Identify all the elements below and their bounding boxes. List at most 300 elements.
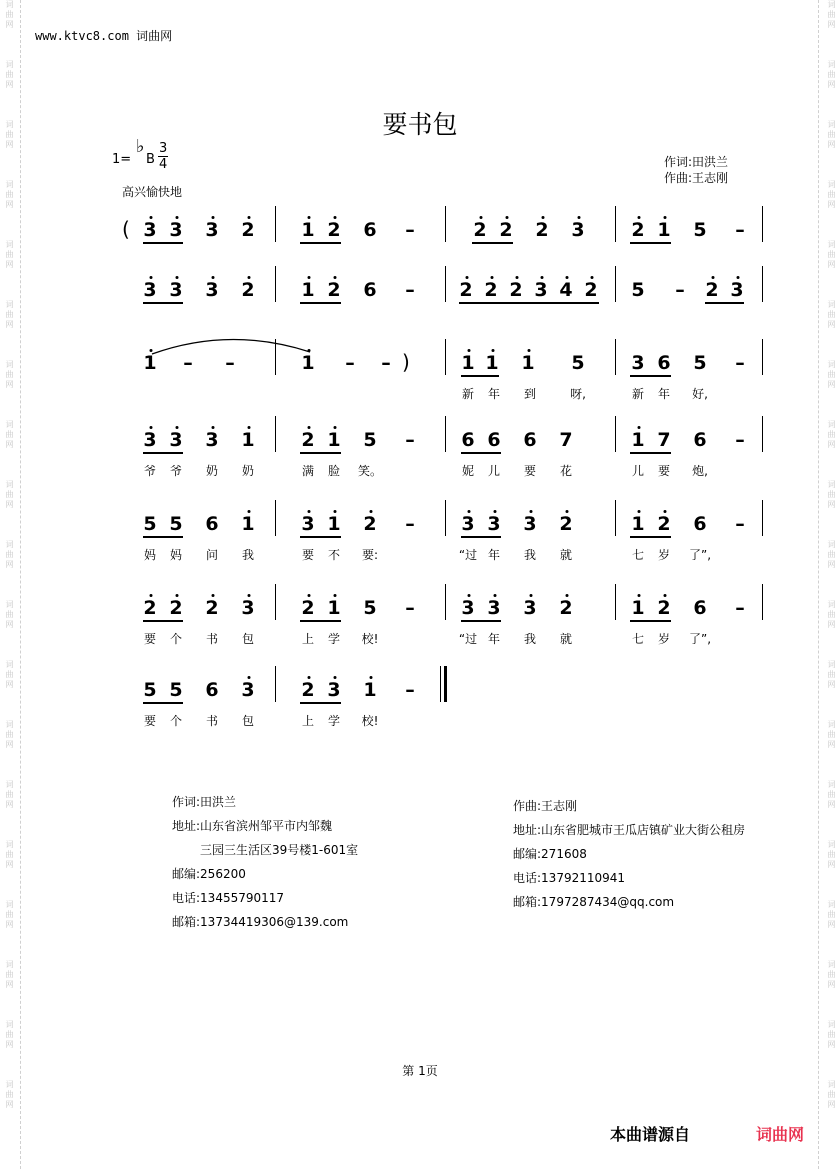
note: 6 — [693, 513, 707, 535]
lyric-syllable: 奶 — [241, 464, 255, 478]
octave-dot-above — [308, 426, 311, 429]
note: 1 — [363, 679, 377, 701]
octave-dot-above — [212, 426, 215, 429]
lyric-syllable: 上 — [301, 714, 315, 728]
lyric-syllable: 要 — [301, 548, 315, 562]
note: 2 — [484, 279, 498, 301]
octave-dot-above — [334, 594, 337, 597]
octave-dot-above — [308, 216, 311, 219]
note: 1 — [327, 429, 341, 451]
watermark-text: 词曲网 — [827, 600, 836, 630]
repeat-paren-open: ( — [122, 217, 130, 241]
octave-dot-above — [638, 594, 641, 597]
note: 1 — [327, 597, 341, 619]
barline — [762, 206, 763, 242]
octave-dot-above — [566, 510, 569, 513]
site-url[interactable] — [35, 27, 172, 44]
note: 2 — [363, 513, 377, 535]
octave-dot-above — [468, 510, 471, 513]
note: 3 — [169, 219, 183, 241]
note: 6 — [205, 513, 219, 535]
watermark-text: 词曲网 — [5, 240, 14, 270]
octave-dot-above — [308, 510, 311, 513]
barline — [762, 266, 763, 302]
lyric-syllable: 要 — [143, 714, 157, 728]
note: 5 — [693, 219, 707, 241]
lyric-syllable: 要: — [361, 548, 379, 562]
octave-dot-above — [638, 216, 641, 219]
note: 4 — [559, 279, 573, 301]
site-url-text[interactable]: www.ktvc8.com — [35, 29, 129, 43]
note: 6 — [363, 219, 377, 241]
note: 2 — [301, 679, 315, 701]
lyric-syllable: 不 — [327, 548, 341, 562]
note: 2 — [584, 279, 598, 301]
watermark-text: 词曲网 — [827, 1080, 836, 1110]
site-name: 词曲网 — [136, 29, 173, 43]
lyric-syllable: 满 — [301, 464, 315, 478]
watermark-text: 词曲网 — [827, 60, 836, 90]
barline — [762, 339, 763, 375]
lyric-syllable: 了”, — [688, 632, 712, 646]
composer-name: 作曲:王志刚 — [513, 799, 578, 813]
watermark-text: 词曲网 — [827, 480, 836, 510]
note: 2 — [559, 513, 573, 535]
lyric-syllable: 妮 — [461, 464, 475, 478]
lyric-syllable: 要 — [523, 464, 537, 478]
lyric-syllable: 就 — [559, 548, 573, 562]
barline — [445, 266, 446, 302]
beam-underline — [461, 536, 501, 538]
note: 5 — [693, 352, 707, 374]
barline — [445, 416, 446, 452]
barline — [615, 416, 616, 452]
octave-dot-above — [334, 276, 337, 279]
watermark-text: 词曲网 — [827, 540, 836, 570]
lyric-syllable: 呀, — [570, 387, 586, 401]
octave-dot-above — [578, 216, 581, 219]
octave-dot-above — [248, 276, 251, 279]
beam-underline — [630, 620, 671, 622]
lyricist-postcode: 邮编:256200 — [172, 867, 246, 881]
octave-dot-above — [638, 510, 641, 513]
octave-dot-above — [528, 349, 531, 352]
lyric-syllable: 书 — [205, 714, 219, 728]
octave-dot-above — [506, 216, 509, 219]
barline — [275, 666, 276, 702]
lyric-syllable: 学 — [327, 632, 341, 646]
watermark-text: 词曲网 — [5, 540, 14, 570]
note: 3 — [205, 429, 219, 451]
watermark-text: 词曲网 — [5, 360, 14, 390]
barline — [762, 416, 763, 452]
note: 3 — [169, 429, 183, 451]
octave-dot-above — [492, 349, 495, 352]
octave-dot-above — [176, 216, 179, 219]
octave-dot-above — [176, 426, 179, 429]
beam-underline — [300, 302, 341, 304]
lyricist-address-1: 地址:山东省滨州邹平市内邹魏 — [172, 819, 333, 833]
octave-dot-above — [566, 276, 569, 279]
watermark-text: 词曲网 — [5, 840, 14, 870]
time-bottom: 4 — [159, 157, 168, 172]
octave-dot-above — [491, 276, 494, 279]
lyric-syllable: 爷 — [143, 464, 157, 478]
lyric-syllable: “过 — [458, 548, 478, 562]
lyric-syllable: 校! — [361, 632, 379, 646]
composer-phone: 电话:13792110941 — [513, 871, 626, 885]
lyric-syllable: 个 — [169, 714, 183, 728]
watermark-text: 词曲网 — [5, 720, 14, 750]
octave-dot-above — [591, 276, 594, 279]
lyric-syllable: 好, — [692, 387, 708, 401]
note: 1 — [327, 513, 341, 535]
repeat-paren-close: ) — [402, 350, 410, 374]
page-number: 第 1页 — [402, 1064, 438, 1078]
beam-underline — [461, 620, 501, 622]
note: 1 — [631, 429, 645, 451]
note: 2 — [143, 597, 157, 619]
note: 2 — [535, 219, 549, 241]
lyric-syllable: 岁 — [657, 548, 671, 562]
left-dashed-border — [20, 0, 21, 1169]
lyricist-address-2: 三园三生活区39号楼1-601室 — [200, 843, 359, 857]
beam-underline — [300, 452, 341, 454]
watermark-text: 词曲网 — [5, 180, 14, 210]
dash-extension: – — [735, 429, 745, 451]
note: 3 — [241, 679, 255, 701]
octave-dot-above — [370, 676, 373, 679]
watermark-text: 词曲网 — [827, 900, 836, 930]
note: 2 — [301, 597, 315, 619]
dash-extension: – — [225, 352, 235, 374]
lyric-syllable: 我 — [241, 548, 255, 562]
octave-dot-above — [530, 510, 533, 513]
octave-dot-above — [334, 510, 337, 513]
octave-dot-above — [248, 594, 251, 597]
note: 2 — [509, 279, 523, 301]
octave-dot-above — [212, 276, 215, 279]
watermark-text: 词曲网 — [5, 60, 14, 90]
lyric-syllable: 就 — [559, 632, 573, 646]
lyric-syllable: 包 — [241, 632, 255, 646]
lyric-syllable: 要 — [657, 464, 671, 478]
octave-dot-above — [176, 276, 179, 279]
beam-underline — [630, 536, 671, 538]
barline — [615, 500, 616, 536]
lyric-syllable: 年 — [657, 387, 671, 401]
dash-extension: – — [675, 279, 685, 301]
note: 3 — [487, 513, 501, 535]
lyric-syllable: 上 — [301, 632, 315, 646]
dash-extension: – — [405, 679, 415, 701]
note: 1 — [631, 513, 645, 535]
barline — [275, 266, 276, 302]
time-top: 3 — [159, 141, 168, 156]
note: 2 — [241, 279, 255, 301]
note: 3 — [301, 513, 315, 535]
note: 3 — [327, 679, 341, 701]
lyric-syllable: 爷 — [169, 464, 183, 478]
barline — [615, 339, 616, 375]
watermark-text: 词曲网 — [5, 780, 14, 810]
lyric-syllable: 岁 — [657, 632, 671, 646]
lyricist-credit: 作词:田洪兰 — [664, 155, 729, 169]
watermark-text: 词曲网 — [827, 660, 836, 690]
right-dashed-border — [818, 0, 819, 1169]
dash-extension: – — [405, 513, 415, 535]
note: 3 — [523, 513, 537, 535]
barline — [445, 584, 446, 620]
note: 3 — [730, 279, 744, 301]
note: 3 — [631, 352, 645, 374]
dash-extension: – — [345, 352, 355, 374]
watermark-text: 词曲网 — [5, 1080, 14, 1110]
source-brand-link[interactable]: 词曲网 — [756, 1125, 805, 1144]
octave-dot-above — [248, 676, 251, 679]
beam-underline — [705, 302, 744, 304]
note: 1 — [461, 352, 475, 374]
note: 1 — [241, 429, 255, 451]
note: 6 — [657, 352, 671, 374]
lyric-syllable: 校! — [361, 714, 379, 728]
beam-underline — [630, 375, 671, 377]
beam-underline — [630, 242, 671, 244]
beam-underline — [143, 452, 183, 454]
beam-underline — [300, 242, 341, 244]
note: 5 — [631, 279, 645, 301]
dash-extension: – — [735, 597, 745, 619]
barline — [615, 584, 616, 620]
composer-credit: 作曲:王志刚 — [664, 171, 729, 185]
note: 1 — [521, 352, 535, 374]
note: 3 — [523, 597, 537, 619]
composer-email[interactable]: 邮箱:1797287434@qq.com — [513, 895, 675, 909]
octave-dot-above — [212, 216, 215, 219]
octave-dot-above — [334, 676, 337, 679]
lyric-syllable: 书 — [205, 632, 219, 646]
note: 1 — [143, 352, 157, 374]
beam-underline — [472, 242, 513, 244]
note: 6 — [205, 679, 219, 701]
lyric-syllable: 七 — [631, 548, 645, 562]
lyric-syllable: 包 — [241, 714, 255, 728]
octave-dot-above — [468, 349, 471, 352]
watermark-text: 词曲网 — [5, 1020, 14, 1050]
note: 2 — [301, 429, 315, 451]
final-barline — [444, 666, 447, 702]
octave-dot-above — [664, 216, 667, 219]
note: 2 — [657, 513, 671, 535]
lyric-syllable: 新 — [631, 387, 645, 401]
octave-dot-above — [308, 676, 311, 679]
octave-dot-above — [712, 276, 715, 279]
note: 1 — [631, 597, 645, 619]
lyric-syllable: 个 — [169, 632, 183, 646]
watermark-text: 词曲网 — [5, 480, 14, 510]
note: 6 — [363, 279, 377, 301]
note: 5 — [363, 597, 377, 619]
composer-address: 地址:山东省肥城市王瓜店镇矿业大街公租房 — [513, 823, 746, 837]
lyric-syllable: 妈 — [143, 548, 157, 562]
lyric-syllable: 儿 — [487, 464, 501, 478]
octave-dot-above — [248, 216, 251, 219]
octave-dot-above — [664, 510, 667, 513]
left-watermark-strip — [0, 0, 18, 1169]
watermark-text: 词曲网 — [827, 840, 836, 870]
barline — [762, 584, 763, 620]
dash-extension: – — [735, 513, 745, 535]
dash-extension: – — [405, 597, 415, 619]
octave-dot-above — [308, 276, 311, 279]
flat-sign: ♭ — [136, 136, 145, 157]
watermark-text: 词曲网 — [5, 300, 14, 330]
note: 3 — [241, 597, 255, 619]
composer-postcode: 邮编:271608 — [513, 847, 587, 861]
octave-dot-above — [737, 276, 740, 279]
note: 3 — [169, 279, 183, 301]
note: 2 — [631, 219, 645, 241]
watermark-text: 词曲网 — [5, 660, 14, 690]
note: 1 — [301, 279, 315, 301]
octave-dot-above — [150, 594, 153, 597]
barline — [615, 266, 616, 302]
note: 3 — [143, 279, 157, 301]
lyric-syllable: 妈 — [169, 548, 183, 562]
tempo-marking: 高兴愉快地 — [122, 185, 183, 199]
note: 2 — [705, 279, 719, 301]
note: 3 — [461, 513, 475, 535]
key-letter: B — [146, 152, 155, 167]
note: 2 — [169, 597, 183, 619]
key-signature — [112, 136, 168, 172]
beam-underline — [143, 702, 183, 704]
time-signature — [158, 141, 168, 172]
dash-extension: – — [381, 352, 391, 374]
note: 3 — [205, 219, 219, 241]
note: 3 — [571, 219, 585, 241]
octave-dot-above — [494, 594, 497, 597]
note: 5 — [169, 513, 183, 535]
note: 3 — [461, 597, 475, 619]
lyricist-name: 作词:田洪兰 — [172, 795, 237, 809]
note: 5 — [169, 679, 183, 701]
beam-underline — [143, 620, 183, 622]
lyric-syllable: 学 — [327, 714, 341, 728]
barline — [445, 206, 446, 242]
beam-underline — [461, 452, 501, 454]
beam-underline — [461, 375, 499, 377]
dash-extension: – — [735, 219, 745, 241]
lyric-syllable: 儿 — [631, 464, 645, 478]
lyric-syllable: 年 — [487, 548, 501, 562]
note: 1 — [485, 352, 499, 374]
note: 2 — [473, 219, 487, 241]
octave-dot-above — [494, 510, 497, 513]
note: 6 — [693, 429, 707, 451]
octave-dot-above — [638, 426, 641, 429]
note: 2 — [241, 219, 255, 241]
note: 7 — [657, 429, 671, 451]
note: 3 — [487, 597, 501, 619]
note: 2 — [657, 597, 671, 619]
beam-underline — [300, 536, 341, 538]
octave-dot-above — [150, 426, 153, 429]
octave-dot-above — [466, 276, 469, 279]
watermark-text: 词曲网 — [5, 900, 14, 930]
lyric-syllable: 我 — [523, 548, 537, 562]
dash-extension: – — [183, 352, 193, 374]
octave-dot-above — [468, 594, 471, 597]
note: 2 — [205, 597, 219, 619]
watermark-text: 词曲网 — [5, 600, 14, 630]
watermark-text: 词曲网 — [827, 240, 836, 270]
lyric-syllable: 问 — [205, 548, 219, 562]
note: 2 — [459, 279, 473, 301]
key-prefix: 1= — [112, 152, 132, 167]
lyricist-phone: 电话:13455790117 — [172, 891, 285, 905]
octave-dot-above — [334, 426, 337, 429]
watermark-text: 词曲网 — [5, 120, 14, 150]
slur-tie — [150, 332, 315, 356]
note: 1 — [301, 352, 315, 374]
note: 5 — [363, 429, 377, 451]
barline — [445, 500, 446, 536]
octave-dot-above — [334, 216, 337, 219]
lyricist-email[interactable]: 邮箱:13734419306@139.com — [172, 915, 349, 929]
dash-extension: – — [735, 352, 745, 374]
barline — [275, 416, 276, 452]
octave-dot-above — [542, 216, 545, 219]
beam-underline — [459, 302, 599, 304]
note: 6 — [487, 429, 501, 451]
octave-dot-above — [370, 510, 373, 513]
note: 6 — [693, 597, 707, 619]
watermark-text: 词曲网 — [827, 300, 836, 330]
note: 1 — [657, 219, 671, 241]
note: 6 — [461, 429, 475, 451]
lyric-syllable: 了”, — [688, 548, 712, 562]
lyric-syllable: 花 — [559, 464, 573, 478]
lyric-syllable: 奶 — [205, 464, 219, 478]
watermark-text: 词曲网 — [5, 420, 14, 450]
octave-dot-above — [248, 426, 251, 429]
note: 1 — [301, 219, 315, 241]
watermark-text: 词曲网 — [827, 780, 836, 810]
note: 5 — [143, 513, 157, 535]
lyric-syllable: 年 — [487, 632, 501, 646]
lyric-syllable: 要 — [143, 632, 157, 646]
barline — [445, 339, 446, 375]
lyric-syllable: 年 — [487, 387, 501, 401]
note: 2 — [499, 219, 513, 241]
note: 2 — [327, 279, 341, 301]
watermark-text: 词曲网 — [827, 960, 836, 990]
note: 5 — [143, 679, 157, 701]
watermark-text: 词曲网 — [827, 420, 836, 450]
final-barline — [440, 666, 441, 702]
dash-extension: – — [405, 279, 415, 301]
watermark-text: 词曲网 — [827, 1020, 836, 1050]
song-title: 要书包 — [382, 110, 458, 139]
beam-underline — [300, 702, 341, 704]
barline — [275, 206, 276, 242]
octave-dot-above — [248, 510, 251, 513]
barline — [615, 206, 616, 242]
source-label: 本曲谱源自 — [610, 1125, 691, 1144]
barline — [275, 500, 276, 536]
dash-extension: – — [405, 219, 415, 241]
